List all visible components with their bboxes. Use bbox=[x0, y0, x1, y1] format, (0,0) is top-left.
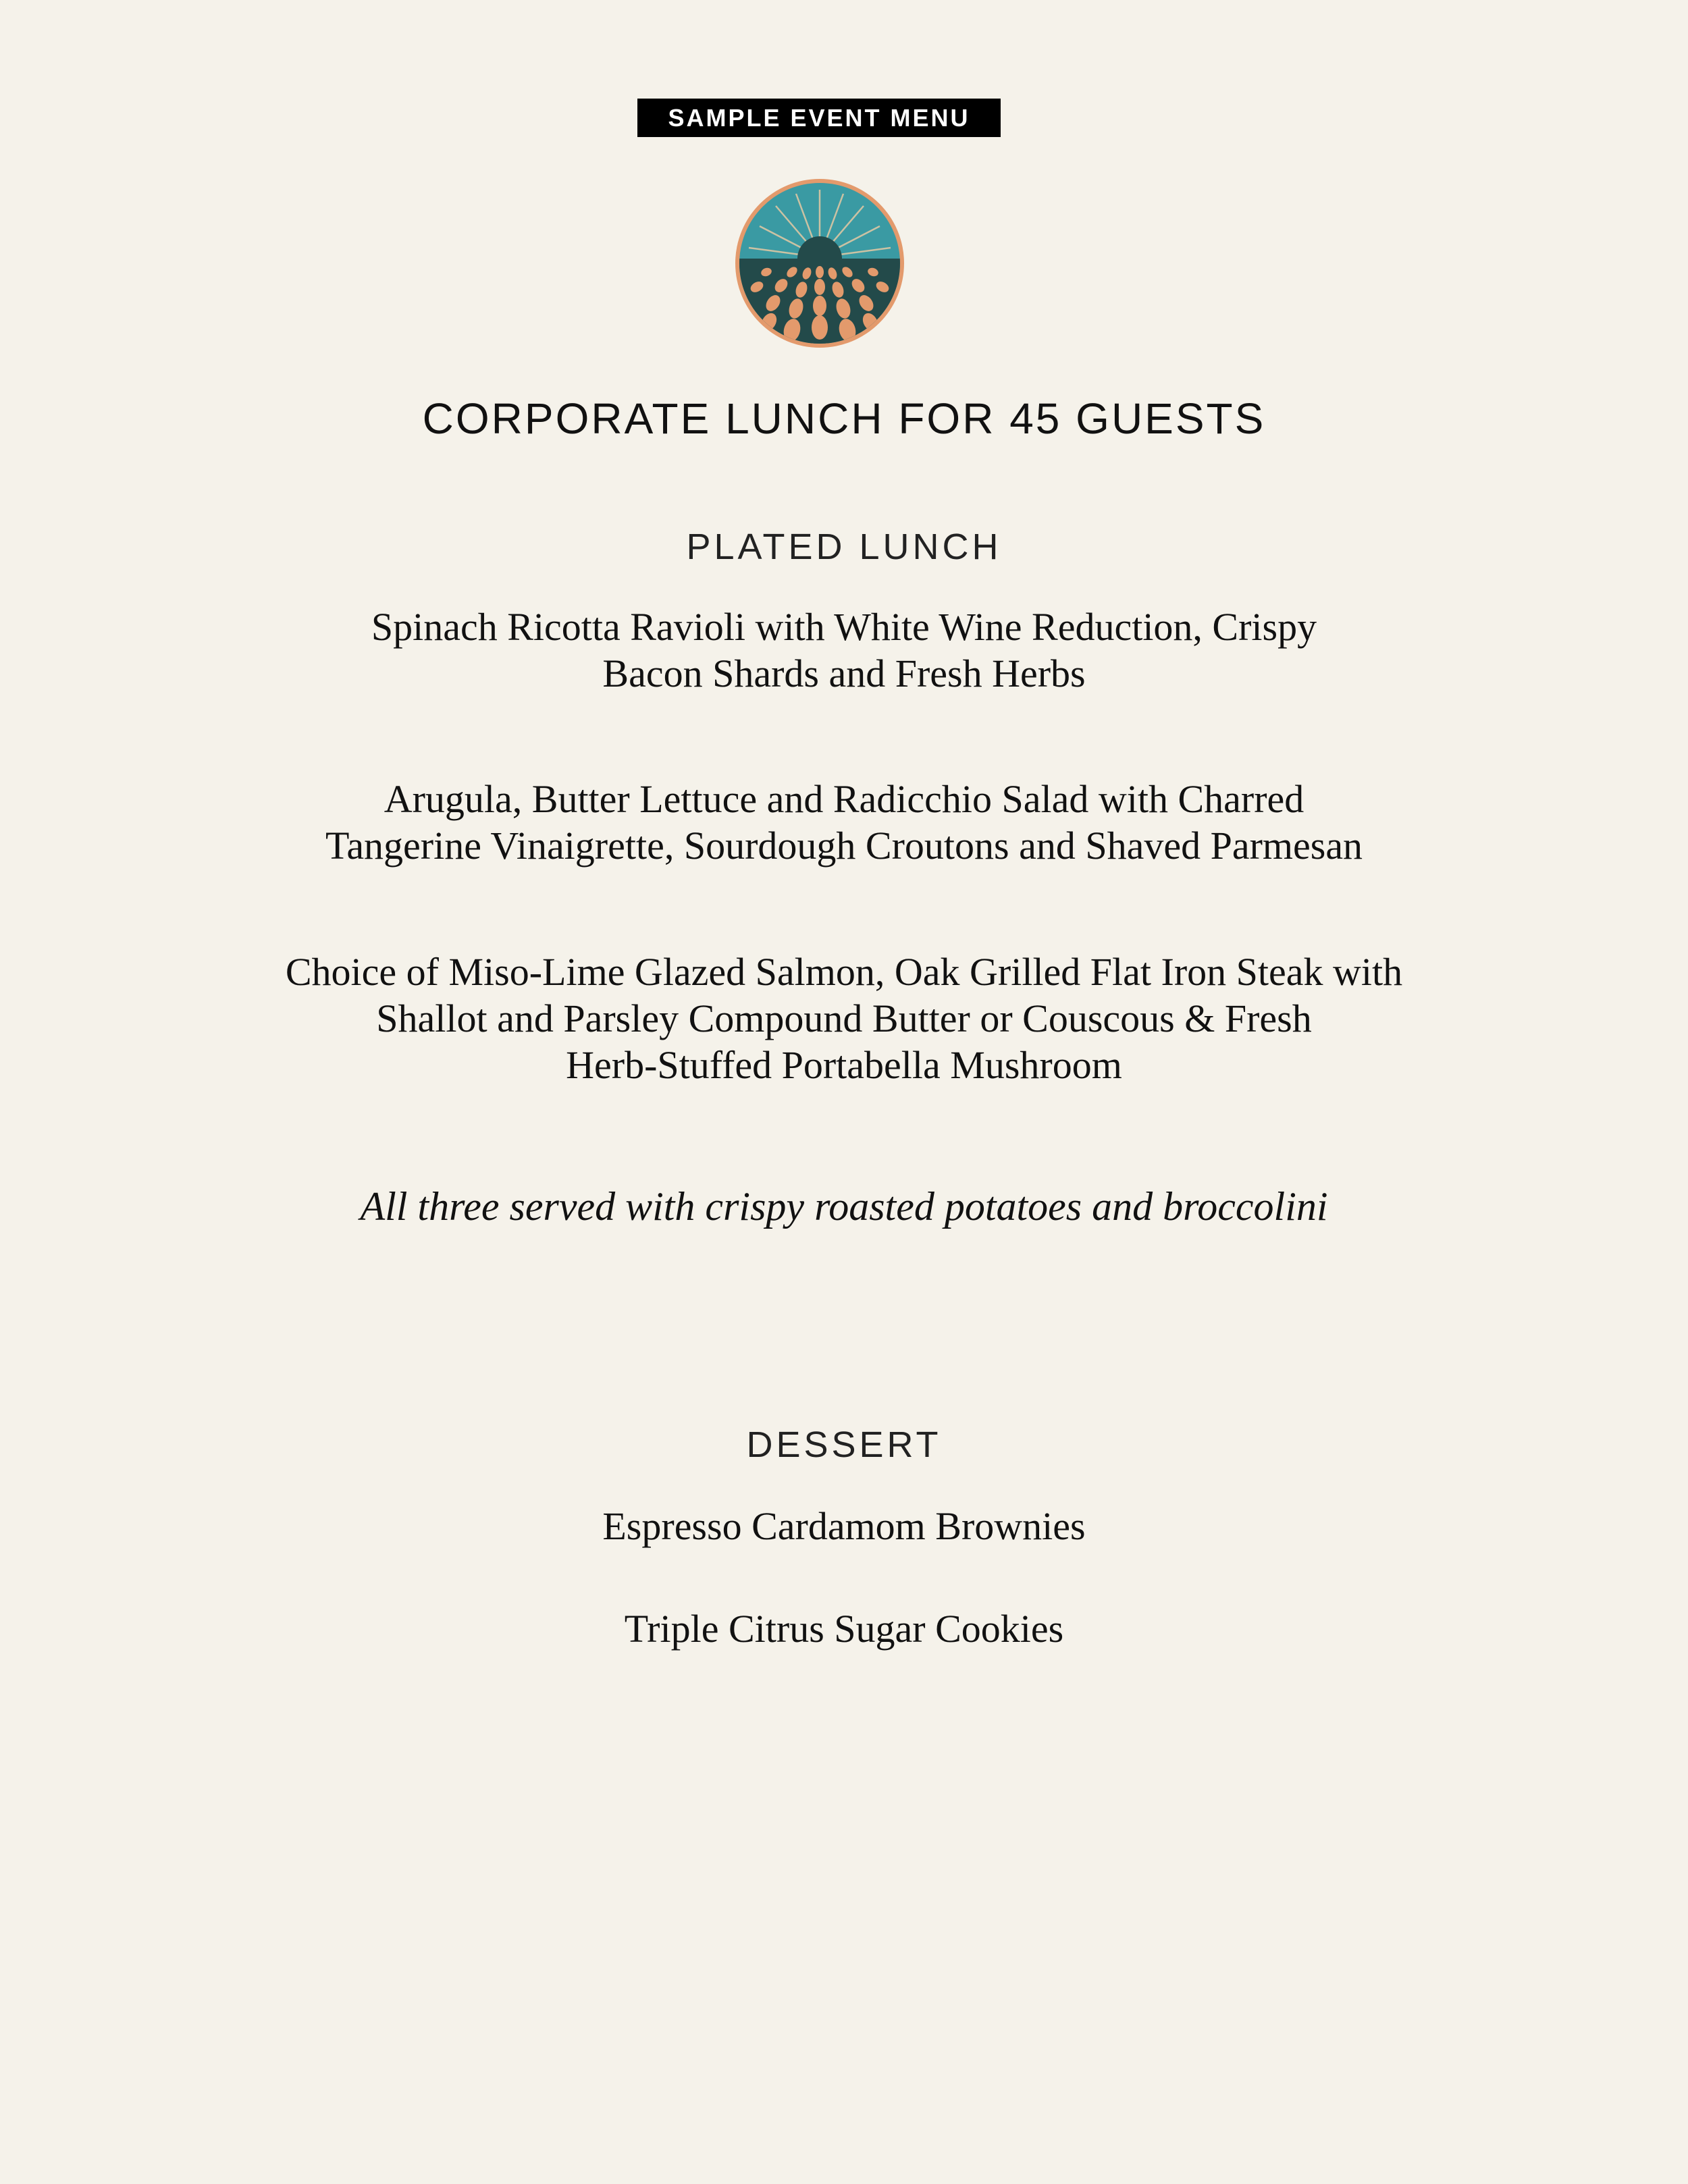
menu-item-line: Herb-Stuffed Portabella Mushroom bbox=[566, 1043, 1122, 1087]
menu-item-ravioli bbox=[0, 604, 1688, 697]
menu-item-brownies bbox=[0, 1503, 1688, 1549]
sun-over-field-logo-icon bbox=[734, 178, 905, 349]
menu-item-line: Choice of Miso-Lime Glazed Salmon, Oak Grilled Flat Iron Steak with bbox=[285, 950, 1403, 994]
page-title: CORPORATE LUNCH FOR 45 GUESTS bbox=[422, 394, 1266, 443]
section-heading-dessert: DESSERT bbox=[746, 1424, 942, 1465]
menu-item-line: Bacon Shards and Fresh Herbs bbox=[602, 651, 1086, 695]
menu-item-line: Arugula, Butter Lettuce and Radicchio Salad with Charred bbox=[384, 777, 1304, 821]
menu-item-line: Tangerine Vinaigrette, Sourdough Croutons and Shaved Parmesan bbox=[325, 824, 1363, 868]
menu-item-line: Spinach Ricotta Ravioli with White Wine Reduction, Crispy bbox=[371, 605, 1317, 649]
menu-item-entree-choice bbox=[0, 949, 1688, 1088]
menu-item-line: Shallot and Parsley Compound Butter or Couscous & Fresh bbox=[376, 996, 1312, 1040]
menu-item-cookies bbox=[0, 1605, 1688, 1652]
sample-event-menu-badge: SAMPLE EVENT MENU bbox=[637, 99, 1001, 137]
menu-item-line: Espresso Cardamom Brownies bbox=[602, 1504, 1086, 1548]
sides-note: All three served with crispy roasted potatoes and broccolini bbox=[360, 1184, 1328, 1229]
section-heading-plated-lunch: PLATED LUNCH bbox=[686, 527, 1002, 567]
menu-item-line: Triple Citrus Sugar Cookies bbox=[624, 1607, 1064, 1651]
menu-item-salad bbox=[0, 776, 1688, 869]
